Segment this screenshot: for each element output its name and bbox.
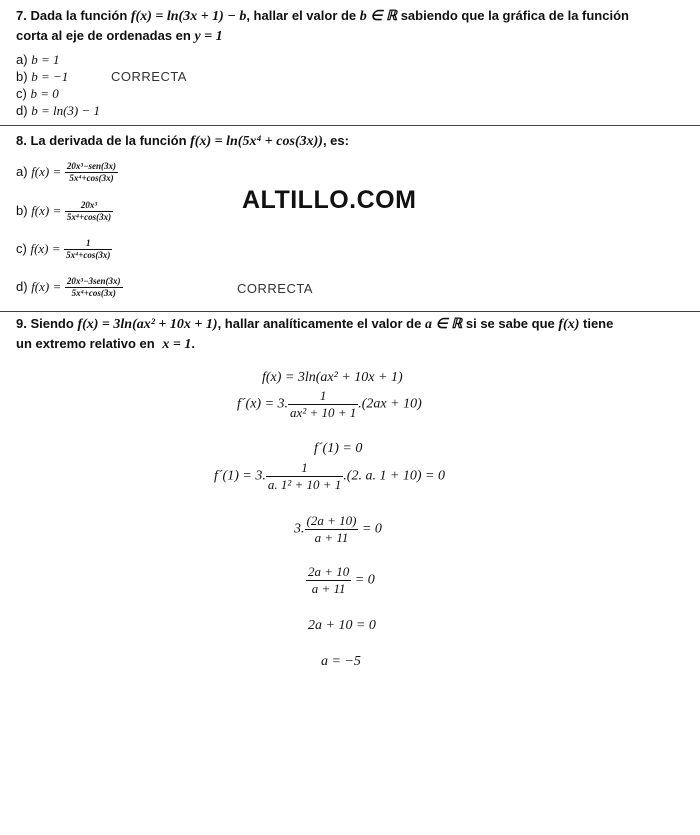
option-value: b = 0 <box>30 86 59 101</box>
statement-text: La derivada de la función <box>30 133 187 148</box>
option-value: b = −1 <box>31 69 69 84</box>
option-label: a) <box>16 163 28 179</box>
fraction-numerator: 1 <box>64 238 112 250</box>
statement-text: si se sabe que <box>465 316 555 331</box>
step-lhs: 3. <box>294 521 305 537</box>
step-result: a = −5 <box>321 654 361 669</box>
fraction-denominator: a + 11 <box>311 581 346 596</box>
statement-text: sabiendo que la gráfica de la función <box>400 8 629 23</box>
fraction-numerator: 1 <box>266 460 343 477</box>
option-label: c) <box>16 86 27 101</box>
q7-option-a <box>16 51 59 68</box>
variable-domain: a ∈ ℝ <box>424 317 463 332</box>
option-label: d) <box>16 278 28 294</box>
divider <box>0 125 700 126</box>
statement-text: un extremo relativo en <box>16 336 155 351</box>
statement-text: Dada la función <box>30 8 128 23</box>
q7-option-c <box>16 85 59 102</box>
q7-option-b <box>16 68 68 85</box>
step-linear: 2a + 10 = 0 <box>308 618 376 633</box>
step-rhs: .(2ax + 10) <box>358 396 422 412</box>
step-fraction <box>306 564 351 597</box>
step-derivative <box>237 388 422 421</box>
q7-option-d <box>16 102 100 119</box>
divider <box>0 311 700 312</box>
function-expression: f(x) = 3ln(ax² + 10x + 1) <box>77 317 218 332</box>
option-fraction <box>65 161 118 184</box>
option-label: a) <box>16 52 28 67</box>
watermark-logo: ALTILLO.COM <box>242 186 417 214</box>
step-rhs: = 0 <box>361 521 382 537</box>
option-label: c) <box>16 240 27 256</box>
fraction-denominator: 5x⁴+cos(3x) <box>71 288 116 298</box>
statement-text: tiene <box>583 316 614 331</box>
q8-option-a <box>16 161 118 184</box>
statement-text: . <box>191 336 195 351</box>
step-lhs: f´(1) = 3. <box>214 468 266 484</box>
option-label: b) <box>16 69 28 84</box>
fraction-denominator: 5x⁴+cos(3x) <box>66 212 112 222</box>
step-condition: f´(1) = 0 <box>314 441 363 456</box>
statement-text: , es: <box>322 133 349 148</box>
statement-text: , hallar el valor de <box>246 8 357 23</box>
step-fraction <box>305 513 359 546</box>
option-value: b = 1 <box>31 52 60 67</box>
statement-text: , hallar analíticamente el valor de <box>217 316 422 331</box>
step-lhs: f´(x) = 3. <box>237 396 289 412</box>
fraction-denominator: 5x⁴+cos(3x) <box>66 250 111 260</box>
step-rhs: = 0 <box>354 572 375 588</box>
fraction-numerator: (2a + 10) <box>306 513 357 528</box>
q8-option-c <box>16 238 112 261</box>
function-name: f(x) <box>558 317 580 332</box>
function-expression: f(x) = ln(3x + 1) − b <box>130 9 247 24</box>
step-function: f(x) = 3ln(ax² + 10x + 1) <box>262 370 403 385</box>
step-fraction <box>288 388 358 421</box>
option-fraction <box>65 276 123 299</box>
step-reduced <box>306 564 375 597</box>
q8-correct-marker: CORRECTA <box>237 281 313 296</box>
question-number: 9. <box>16 316 27 331</box>
option-lhs: f(x) = <box>30 240 61 256</box>
function-expression: f(x) = ln(5x⁴ + cos(3x)) <box>190 134 323 149</box>
step-substitution <box>214 460 445 493</box>
fraction-numerator: 2a + 10 <box>308 564 350 579</box>
statement-text: Siendo <box>30 316 74 331</box>
q8-option-d <box>16 276 123 299</box>
q8-option-b <box>16 200 113 223</box>
fraction-numerator: 1 <box>288 388 358 405</box>
option-fraction <box>64 238 112 261</box>
fraction-denominator: ax² + 10 + 1 <box>290 405 357 420</box>
fraction-numerator: 20x³−3sen(3x) <box>66 276 121 286</box>
fraction-numerator: 20x³−sen(3x) <box>66 161 117 171</box>
statement-text: corta al eje de ordenadas en <box>16 28 191 43</box>
option-label: b) <box>16 202 28 218</box>
step-fraction <box>266 460 343 493</box>
question-8-statement <box>16 131 686 151</box>
option-lhs: f(x) = <box>31 202 62 218</box>
question-9-statement <box>16 314 686 354</box>
question-number: 7. <box>16 8 27 23</box>
question-7-statement <box>16 6 686 46</box>
step-rhs: .(2. a. 1 + 10) = 0 <box>343 468 445 484</box>
option-label: d) <box>16 103 28 118</box>
variable-domain: b ∈ ℝ <box>359 9 398 24</box>
option-fraction <box>65 200 113 223</box>
fraction-denominator: a. 1² + 10 + 1 <box>267 477 342 492</box>
question-number: 8. <box>16 133 27 148</box>
option-lhs: f(x) = <box>31 163 62 179</box>
fraction-numerator: 20x³ <box>65 200 113 212</box>
option-lhs: f(x) = <box>31 278 62 294</box>
fraction-denominator: 5x⁴+cos(3x) <box>69 173 114 183</box>
q7-correct-marker: CORRECTA <box>111 69 187 84</box>
fraction-denominator: a + 11 <box>314 530 349 545</box>
point-expression: x = 1 <box>162 337 192 352</box>
step-simplify <box>294 513 382 546</box>
option-value: b = ln(3) − 1 <box>31 103 101 118</box>
condition-expression: y = 1 <box>194 29 223 44</box>
